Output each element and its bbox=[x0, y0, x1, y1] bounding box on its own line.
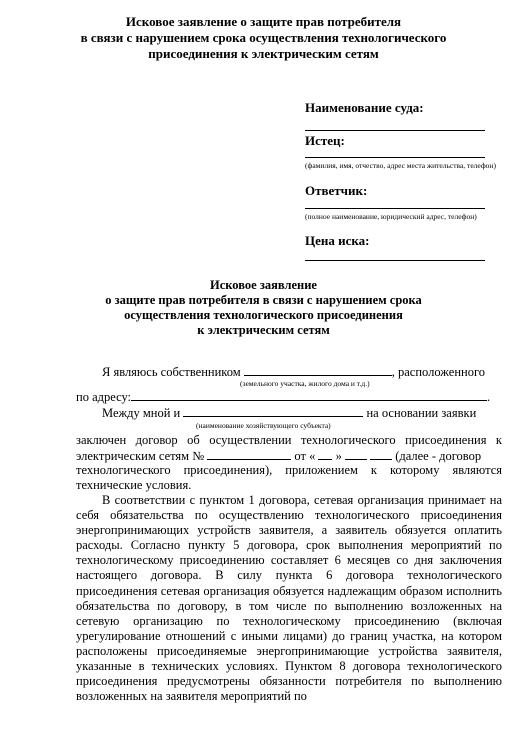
contract-hereinafter: (далее - договор bbox=[395, 449, 482, 463]
owner-line bbox=[102, 364, 502, 380]
paragraph-obligations-text: В соответствии с пунктом 1 договора, сетевая организация принимает на себя обязательства по осуществлению технологического присоединения энергопринимающих устройств заявителя, а заявитель обязуется оплатить расходы. Согласно пункту 5 договора, срок выполнения мероприятий по технологическому присоединению составляет 6 месяцев со дня заключения настоящего договора. В силу пункта 6 договора технологического присоединения сетевая организация обязуется надлежащим образом исполнить обязательства по договору, в том числе по выполнению возложенных на сетевую организацию по технологическому присоединению (включая урегулирование отношений с иными лицами) до границ участка, на котором расположены присоединяемые энергопринимающие устройства заявителя, указанные в технических условиях. Пунктом 8 договора технологического присоединения предусмотрены обязанности потребителя по выполнению возложенных на заявителя мероприятий по bbox=[76, 493, 502, 704]
address-blank bbox=[131, 389, 487, 401]
owner-text-end: , расположенного bbox=[391, 365, 486, 379]
address-label: по адресу: bbox=[76, 390, 132, 404]
contract-year-blank bbox=[370, 448, 392, 460]
between-text-end: на основании заявки bbox=[366, 406, 477, 420]
contract-date-quote: » bbox=[335, 449, 342, 463]
owner-note: (земельного участка, жилого дома и т.д.) bbox=[240, 379, 370, 388]
document-title bbox=[40, 14, 487, 62]
address-end: . bbox=[487, 390, 491, 404]
between-text-start: Между мной и bbox=[102, 406, 181, 420]
defendant-line bbox=[305, 208, 485, 209]
title-line-2: в связи с нарушением срока осуществления технологического bbox=[80, 30, 447, 45]
paragraph-obligations bbox=[76, 493, 502, 704]
contract-number-label: электрическим сетям № bbox=[76, 449, 205, 463]
address-line bbox=[76, 389, 502, 405]
requisites-block bbox=[305, 100, 505, 116]
contract-number-blank bbox=[207, 448, 291, 460]
defendant-label: Ответчик: bbox=[305, 183, 368, 198]
contract-month-blank bbox=[345, 448, 367, 460]
claim-title-line-4: к электрическим сетям bbox=[197, 323, 330, 337]
price-label: Цена иска: bbox=[305, 233, 370, 248]
contract-date-label: от « bbox=[294, 449, 316, 463]
plaintiff-label: Истец: bbox=[305, 133, 345, 148]
claim-title-line-1: Исковое заявление bbox=[210, 278, 317, 292]
title-line-3: присоединения к электрическим сетям bbox=[148, 46, 379, 61]
contract-day-blank bbox=[318, 448, 332, 460]
court-label: Наименование суда: bbox=[305, 100, 424, 115]
title-line-1: Исковое заявление о защите прав потребителя bbox=[125, 14, 402, 29]
contract-line-2 bbox=[76, 448, 502, 464]
owner-blank bbox=[244, 364, 392, 376]
between-note: (наименование хозяйствующего субъекта) bbox=[196, 421, 331, 430]
claim-title-line-3: осуществления технологического присоединения bbox=[124, 308, 403, 322]
contract-line-3: технологического присоединения), приложением к которому являются bbox=[76, 463, 502, 477]
owner-text-start: Я являюсь собственником bbox=[102, 365, 241, 379]
claim-title bbox=[40, 278, 487, 338]
plaintiff-note: (фамилия, имя, отчество, адрес места жительства, телефон) bbox=[305, 161, 496, 170]
defendant-note: (полное наименование, юридический адрес, телефон) bbox=[305, 212, 477, 221]
contract-line-1: заключен договор об осуществлении технологического присоединения к bbox=[76, 433, 502, 447]
price-line bbox=[305, 260, 485, 261]
party-blank bbox=[183, 405, 363, 417]
plaintiff-line bbox=[305, 157, 485, 158]
between-line bbox=[102, 405, 502, 421]
contract-line-4: технические условия. bbox=[76, 478, 192, 492]
claim-title-line-2: о защите прав потребителя в связи с нарушением срока bbox=[105, 293, 422, 307]
court-line bbox=[305, 130, 485, 131]
